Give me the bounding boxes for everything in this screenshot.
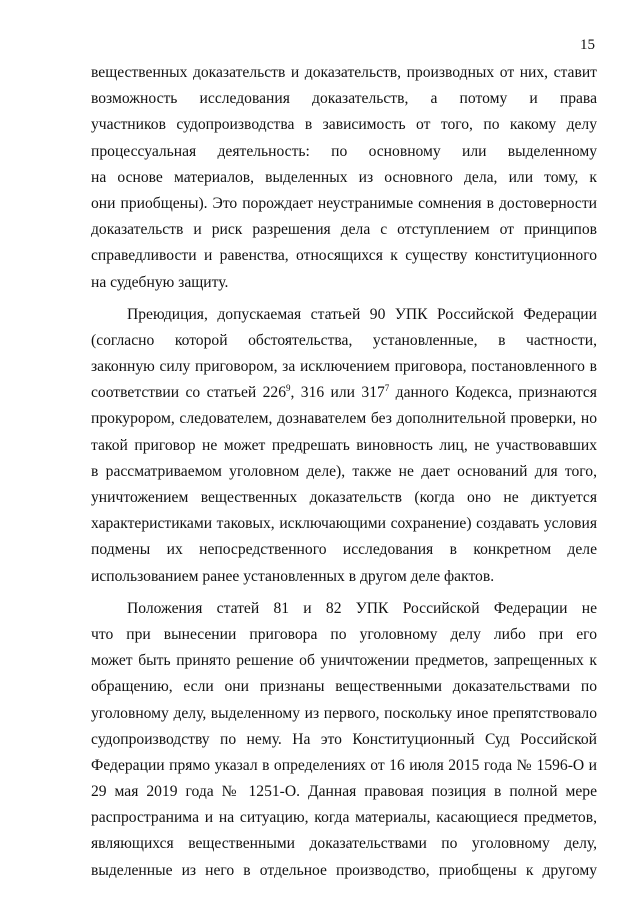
text-line: подмены их непосредственного исследования в конкретном деле <box>91 541 597 559</box>
text-line: выделенные из него в отдельное производство, приобщены к другому <box>91 861 597 879</box>
text-line: на судебную защиту. <box>91 273 229 291</box>
text-segment: , 316 или 317 <box>290 384 385 402</box>
paragraph-2 <box>91 302 597 590</box>
text-line: участников судопроизводства в зависимость от того, по какому делу <box>91 116 597 134</box>
text-line: Федерации прямо указал в определениях от 16 июля 2015 года № 1596-О и <box>91 756 597 774</box>
paragraph-1 <box>91 60 597 296</box>
page-number: 15 <box>580 37 595 53</box>
text-line: характеристиками таковых, исключающими сохранение) создавать условия <box>91 515 597 533</box>
text-line: Положения статей 81 и 82 УПК Российской Федерации не <box>127 599 597 617</box>
text-line-with-superscripts <box>91 380 597 406</box>
text-line: (согласно которой обстоятельства, установленные, в частности, <box>91 331 597 349</box>
text-line: что при вынесении приговора по уголовному делу либо при его <box>91 625 597 643</box>
text-line: Преюдиция, допускаемая статьей 90 УПК Российской Федерации <box>127 305 597 323</box>
text-line: они приобщены). Это порождает неустранимые сомнения в достоверности <box>91 194 597 212</box>
text-line: использованием ранее установленных в другом деле фактов. <box>91 567 495 585</box>
text-line: судопроизводству по нему. На это Конституционный Суд Российской <box>91 730 597 748</box>
text-line: являющихся вещественными доказательствами по уголовному делу, <box>91 835 597 853</box>
text-line: доказательств и риск разрешения дела с отступлением от принципов <box>91 221 597 239</box>
text-line: законную силу приговором, за исключением приговора, постановленного в <box>91 358 597 376</box>
text-line: процессуальная деятельность: по основному или выделенному <box>91 142 597 160</box>
text-segment: соответствии со статьей 226 <box>91 384 286 402</box>
superscript: 9 <box>286 383 291 394</box>
text-line: на основе материалов, выделенных из основного дела, или тому, к <box>91 168 597 186</box>
text-line: справедливости и равенства, относящихся к существу конституционного <box>91 247 597 265</box>
text-line: вещественных доказательств и доказательств, производных от них, ставит <box>91 64 597 81</box>
superscript: 7 <box>384 383 390 394</box>
text-line: уничтожением вещественных доказательств (когда оно не диктуется <box>91 489 597 506</box>
text-line: может быть принято решение об уничтожении предметов, запрещенных к <box>91 652 597 670</box>
text-line: 29 мая 2019 года № 1251-О. Данная правовая позиция в полной мере <box>91 783 597 801</box>
text-line: возможность исследования доказательств, а потому и права <box>91 90 597 108</box>
body-text <box>91 60 597 884</box>
text-line: уголовному делу, выделенному из первого, поскольку иное препятствовало <box>91 704 597 722</box>
text-line: прокурором, следователем, дознавателем без дополнительной проверки, но <box>91 410 597 428</box>
text-line: в рассматриваемом уголовном деле), также не дает оснований для того, <box>91 462 597 480</box>
text-line: обращению, если они признаны вещественными доказательствами по <box>91 678 597 696</box>
paragraph-3 <box>91 596 597 884</box>
text-line: такой приговор не может предрешать виновность лиц, не участвовавших <box>91 436 597 454</box>
text-segment: данного Кодекса, признаются <box>395 384 597 402</box>
text-line: распространима и на ситуацию, когда материалы, касающиеся предметов, <box>91 809 597 827</box>
